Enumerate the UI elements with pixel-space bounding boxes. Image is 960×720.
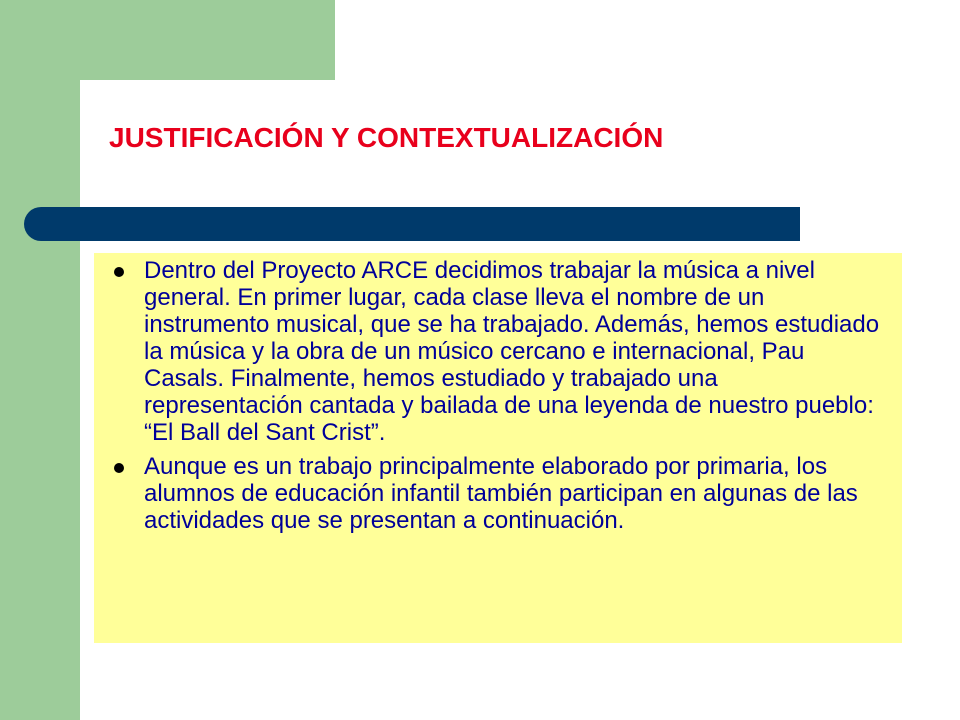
- top-green-block: [80, 0, 335, 80]
- bullet-list: [104, 257, 882, 534]
- bullet-text: Dentro del Proyecto ARCE decidimos trabajar la música a nivel general. En primer lugar, cada clase lleva el nombre de un instrumento musical, que se ha trabajado. Además, hemos estudiado la música y la obra de un músico cercano e internacional, Pau Casals. Finalmente, hemos estudiado y trabajado una representación cantada y bailada de una leyenda de nuestro pueblo: “El Ball del Sant Crist”.: [144, 257, 880, 446]
- content-box: [94, 253, 902, 643]
- slide-title: JUSTIFICACIÓN Y CONTEXTUALIZACIÓN: [109, 122, 664, 153]
- side-green-band: [0, 0, 80, 720]
- bullet-text: Aunque es un trabajo principalmente elaborado por primaria, los alumnos de educación infantil también participan en algunas de las actividades que se presentan a continuación.: [144, 453, 858, 534]
- bullet-item: [104, 453, 882, 534]
- title-underline-bar: [24, 207, 800, 241]
- bullet-dot-icon: [114, 463, 124, 473]
- bullet-dot-icon: [114, 267, 124, 277]
- bullet-item: [104, 257, 882, 446]
